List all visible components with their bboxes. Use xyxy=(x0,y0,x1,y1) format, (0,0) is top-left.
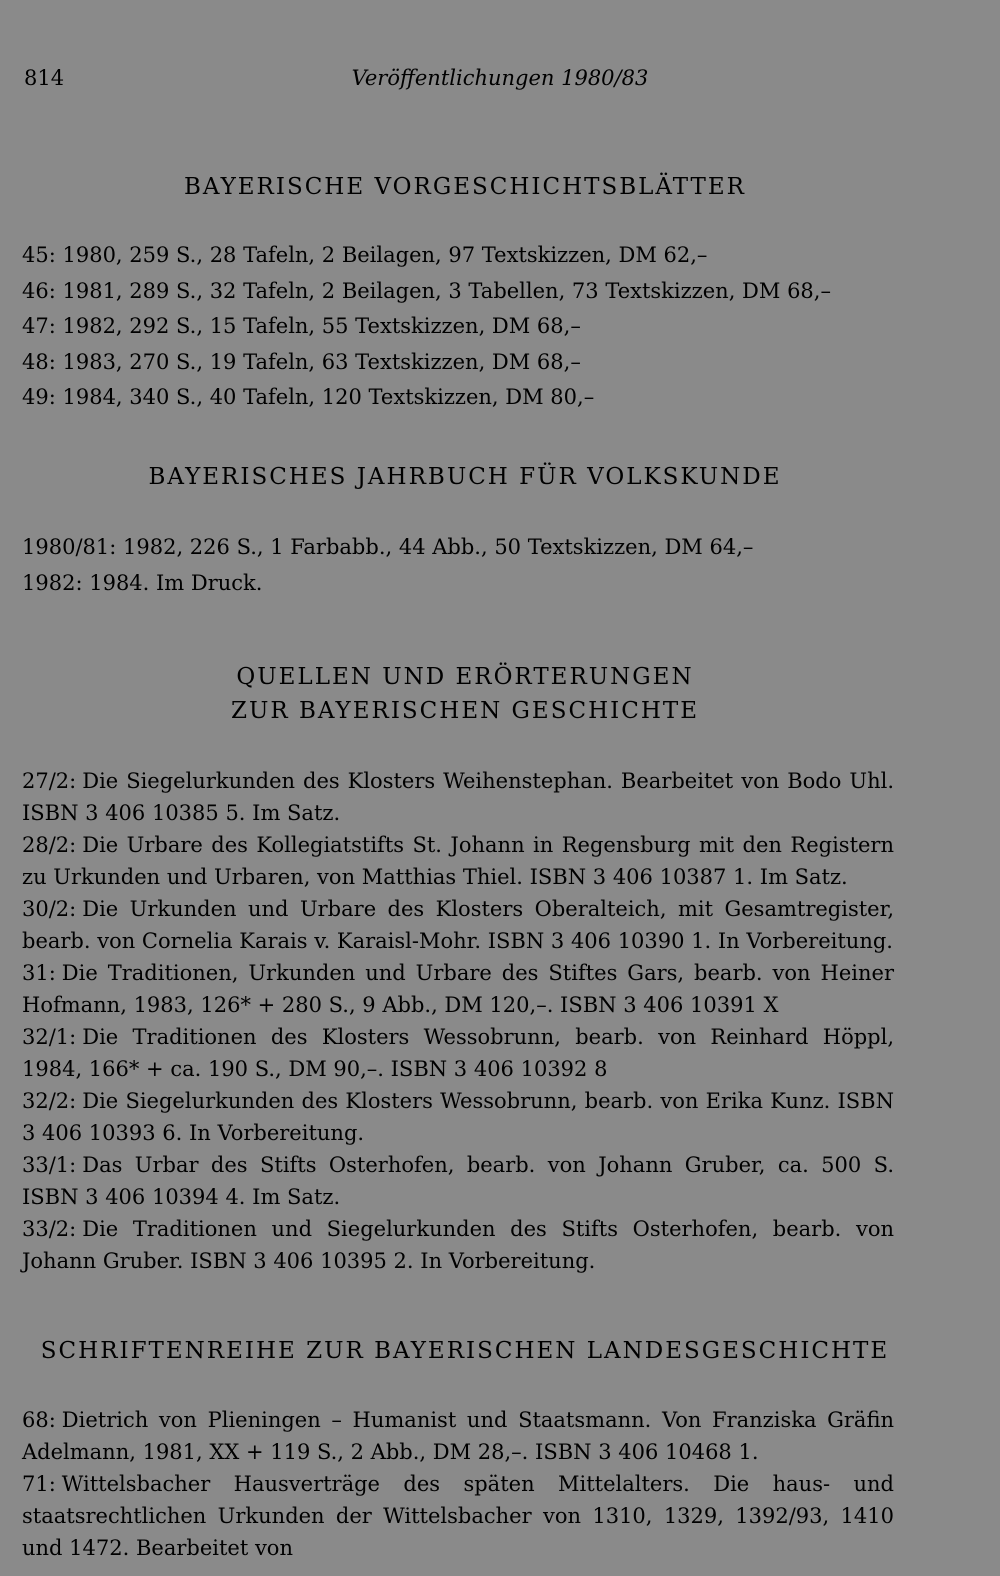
entry-number: 71: xyxy=(22,1472,56,1496)
page-number: 814 xyxy=(24,66,65,90)
entry-number: 46: xyxy=(22,278,56,303)
entry-text: 1984, 340 S., 40 Tafeln, 120 Textskizzen, DM 80,– xyxy=(62,385,595,409)
list-item xyxy=(22,345,894,381)
section-heading-line: SCHRIFTENREIHE ZUR BAYERISCHEN LANDESGESCHICHTE xyxy=(40,1338,890,1364)
entry-text: Wittelsbacher Hausverträge des späten Mittelalters. Die haus- und staatsrechtlichen Urkunden der Wittelsbacher von 1310, 1329, 1392/93, 1410 und 1472. Bearbeitet von xyxy=(22,1472,894,1560)
entry-text: 1982, 226 S., 1 Farbabb., 44 Abb., 50 Textskizzen, DM 64,– xyxy=(123,535,754,559)
list-item xyxy=(22,1149,894,1213)
entry-number: 1982: xyxy=(22,570,83,595)
section-heading xyxy=(0,170,930,204)
list-item xyxy=(22,1213,894,1277)
entry-number: 32/1: xyxy=(22,1025,77,1049)
list-item xyxy=(22,829,894,893)
entry-text: Die Urkunden und Urbare des Klosters Oberalteich, mit Gesamtregister, bearb. von Cornelia Karais v. Karaisl-Mohr. ISBN 3 406 10390 1. In Vorbereitung. xyxy=(22,897,894,953)
entry-number: 47: xyxy=(22,314,56,338)
entry-text: 1982, 292 S., 15 Tafeln, 55 Textskizzen, DM 68,– xyxy=(62,314,581,338)
section-heading xyxy=(0,460,930,494)
entry-text: Die Traditionen und Siegelurkunden des Stifts Osterhofen, bearb. von Johann Gruber. ISBN 3 406 10395 2. In Vorbereitung. xyxy=(22,1217,894,1273)
list-item xyxy=(22,274,894,310)
entry-text: Die Urbare des Kollegiatstifts St. Johann in Regensburg mit den Registern zu Urkunden und Urbaren, von Matthias Thiel. ISBN 3 406 10387 1. Im Satz. xyxy=(22,833,894,889)
section-entries xyxy=(22,530,894,601)
running-title: Veröffentlichungen 1980/83 xyxy=(351,66,649,90)
entry-text: Dietrich von Plieningen – Humanist und Staatsmann. Von Franziska Gräfin Adelmann, 1981, XX + 119 S., 2 Abb., DM 28,–. ISBN 3 406 10468 1. xyxy=(22,1408,894,1464)
entry-number: 33/2: xyxy=(22,1217,77,1241)
list-item xyxy=(22,893,894,957)
entry-text: Die Traditionen, Urkunden und Urbare des Stiftes Gars, bearb. von Heiner Hofmann, 1983, 126* + 280 S., 9 Abb., DM 120,–. ISBN 3 406 10391 X xyxy=(22,961,894,1017)
list-item xyxy=(22,957,894,1021)
entry-text: Das Urbar des Stifts Osterhofen, bearb. von Johann Gruber, ca. 500 S. ISBN 3 406 10394 4. Im Satz. xyxy=(22,1153,894,1209)
section-entries xyxy=(22,238,894,416)
entry-number: 48: xyxy=(22,349,56,374)
entry-text: Die Siegelurkunden des Klosters Wessobrunn, bearb. von Erika Kunz. ISBN 3 406 10393 6. In Vorbereitung. xyxy=(22,1089,894,1145)
entry-text: 1981, 289 S., 32 Tafeln, 2 Beilagen, 3 Tabellen, 73 Textskizzen, DM 68,– xyxy=(62,278,831,303)
entry-number: 68: xyxy=(22,1408,56,1432)
entry-number: 31: xyxy=(22,961,56,985)
entry-number: 45: xyxy=(22,243,56,267)
section-entries xyxy=(22,1404,894,1564)
entry-text: 1983, 270 S., 19 Tafeln, 63 Textskizzen, DM 68,– xyxy=(62,349,581,374)
entry-number: 49: xyxy=(22,385,56,409)
list-item xyxy=(22,309,894,345)
list-item xyxy=(22,1468,894,1564)
section-heading xyxy=(0,1334,930,1368)
list-item xyxy=(22,380,894,416)
section-heading-line: ZUR BAYERISCHEN GESCHICHTE xyxy=(230,698,700,724)
entry-number: 33/1: xyxy=(22,1153,77,1177)
entry-number: 27/2: xyxy=(22,769,77,793)
section-heading xyxy=(0,660,930,728)
list-item xyxy=(22,1021,894,1085)
entry-number: 1980/81: xyxy=(22,535,117,559)
section-entries xyxy=(22,765,894,1277)
entry-number: 30/2: xyxy=(22,897,77,921)
list-item xyxy=(22,765,894,829)
section-heading-line: BAYERISCHES JAHRBUCH FÜR VOLKSKUNDE xyxy=(148,464,782,490)
list-item xyxy=(22,1085,894,1149)
entry-text: 1984. Im Druck. xyxy=(89,570,263,595)
list-item xyxy=(22,238,894,274)
list-item xyxy=(22,1404,894,1468)
section-heading-line: BAYERISCHE VORGESCHICHTSBLÄTTER xyxy=(183,174,746,200)
list-item xyxy=(22,530,894,566)
section-heading-line: QUELLEN UND ERÖRTERUNGEN xyxy=(236,664,694,690)
entry-text: Die Siegelurkunden des Klosters Weihenstephan. Bearbeitet von Bodo Uhl. ISBN 3 406 10385 5. Im Satz. xyxy=(22,769,894,825)
entry-text: 1980, 259 S., 28 Tafeln, 2 Beilagen, 97 Textskizzen, DM 62,– xyxy=(62,243,708,267)
entry-number: 32/2: xyxy=(22,1089,77,1113)
entry-text: Die Traditionen des Klosters Wessobrunn, bearb. von Reinhard Höppl, 1984, 166* + ca. 190 S., DM 90,–. ISBN 3 406 10392 8 xyxy=(22,1025,894,1081)
entry-number: 28/2: xyxy=(22,833,77,857)
list-item xyxy=(22,566,894,602)
